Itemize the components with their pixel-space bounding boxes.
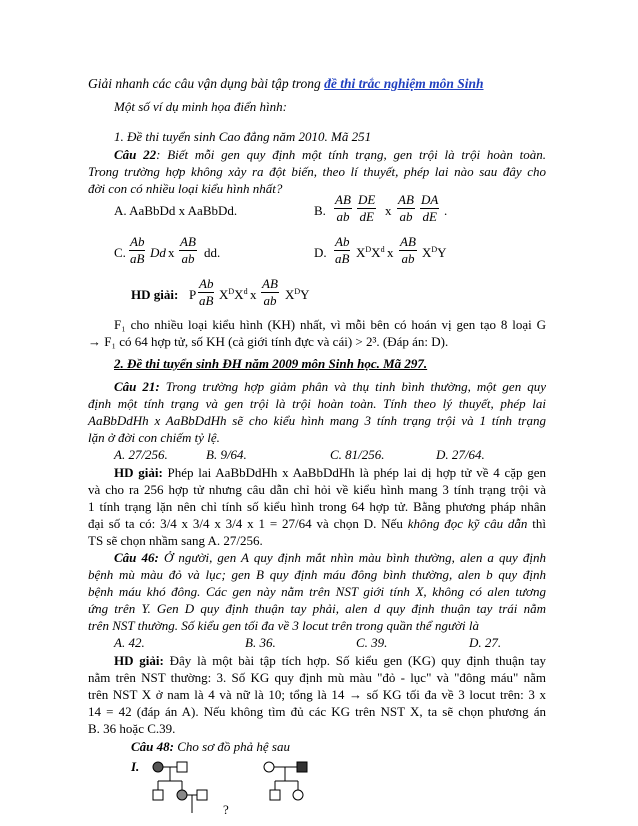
q46-line1: Ở người, gen A quy định mắt nhìn màu bình thường, alen a quy định xyxy=(158,550,547,565)
page-title xyxy=(88,76,484,92)
pedigree-male-II-1 xyxy=(153,790,163,800)
pedigree-female-2 xyxy=(264,762,274,772)
q46-opt-b: B. 36. xyxy=(245,635,276,650)
pedigree-male-1 xyxy=(177,762,187,772)
hd21-line1: Phép lai AaBbDdHh x AaBbDdHh là phép lai dị hợp tử về 4 cặp gen xyxy=(162,465,546,480)
option-d-xdy: $X^DY$ xyxy=(422,245,447,260)
hd21-line2: và cho ra 256 hợp tử nhưng câu dẫn chỉ hỏi về kiểu hình mang 3 tính trạng trội và xyxy=(88,482,546,497)
option-c-dd2: dd. xyxy=(204,245,221,260)
hd21-label: HD giải: xyxy=(114,465,163,480)
pedigree-male-II-3 xyxy=(197,790,207,800)
q22-label: Câu 22 xyxy=(114,147,157,162)
exam2-heading: 2. Đề thi tuyển sinh ĐH năm 2009 môn Sinh học. Mã 297. xyxy=(114,356,428,371)
hd46-line5: B. 36 hoặc C.39. xyxy=(88,721,176,736)
sol-line1: F₁ cho nhiều loại kiểu hình (KH) nhất, vì mỗi bên có hoán vị gen tạo 8 loại G xyxy=(114,317,546,332)
q46-label: Câu 46: xyxy=(114,550,159,565)
q22-line2: Trong trường hợp không xảy ra đột biến, theo lí thuyết, phép lai nào sau đây cho xyxy=(88,164,546,179)
option-b-period: . xyxy=(444,203,448,218)
pedigree-male-II-4 xyxy=(270,790,280,800)
title-link[interactable]: đề thi trắc nghiệm môn Sinh xyxy=(324,76,484,91)
option-b-frac1: $\frac{AB}{ab}$ xyxy=(335,192,351,224)
q48-label: Câu 48: xyxy=(131,739,174,754)
pedigree-male-affected-2 xyxy=(297,762,307,772)
option-d-frac2: $\frac{AB}{ab}$ xyxy=(400,234,416,266)
q21-block xyxy=(88,378,546,446)
q48 xyxy=(131,739,290,755)
pedigree-question-mark: ? xyxy=(223,802,229,817)
q22-line3: đời con có nhiều loại kiểu hình nhất? xyxy=(88,181,283,196)
exam1-question xyxy=(88,146,546,197)
option-c-dd: Dd xyxy=(150,245,166,260)
hd46-block xyxy=(88,652,546,737)
hd21-line5: TS sẽ chọn nhầm sang A. 27/256. xyxy=(88,533,263,548)
q48-text: Cho sơ đồ phả hệ sau xyxy=(173,739,290,754)
q46-line3: bệnh máu khó đông. Các gen này nằm trên NST giới tính X, không có alen tương xyxy=(88,584,546,599)
hd21-line3: 1 tính trạng lặn nên chỉ tính số kiểu hình trong 64 hợp tử. Bằng phương pháp nhân xyxy=(88,499,546,514)
hd-xdxd: $X^DX^d$ xyxy=(219,287,248,302)
q22-line1: : Biết mỗi gen quy định một tính trạng, gen trội là trội hoàn toàn. xyxy=(156,147,546,162)
q46-block xyxy=(88,549,546,634)
sol-line2: → F₁ có 64 hợp tử, số KH (cả giới tính đực và cái) > 2³. (Đáp án: D). xyxy=(88,334,449,349)
hd21-line4b: không đọc kỹ câu dẫn xyxy=(407,516,528,531)
pedigree-female-II-2 xyxy=(177,790,187,800)
q46-line2: bệnh mù màu đỏ và lục; gen B quy định máu đông bình thường, alen b quy định xyxy=(88,567,546,582)
exam1-solution xyxy=(88,316,546,350)
hd-label-1: HD giải: xyxy=(131,287,179,302)
pedigree-female-affected-1 xyxy=(153,762,163,772)
pedigree-gen-I: I. xyxy=(131,759,140,774)
option-a: A. AaBbDd x AaBbDd. xyxy=(114,203,238,218)
pedigree-diagram xyxy=(140,755,330,815)
option-b-frac2: $\frac{DE}{dE}$ xyxy=(358,192,376,224)
q21-opt-b: B. 9/64. xyxy=(206,447,247,462)
hd-frac2: $\frac{AB}{ab}$ xyxy=(262,276,278,308)
q21-line4: lặn ở đời con chiếm tỷ lệ. xyxy=(88,430,220,445)
hd46-line2: nằm trên NST thường: 3. Số KG quy định mù màu "đỏ - lục" và "đông máu" nằm xyxy=(88,670,546,685)
option-d-x: x xyxy=(387,245,394,260)
hd-xdy: $X^DY$ xyxy=(285,287,310,302)
q21-opt-d: D. 27/64. xyxy=(436,447,485,462)
examples-intro: Một số ví dụ minh họa điển hình: xyxy=(114,99,287,114)
hd46-line4: 14 = 42 (đáp án A). Nếu không tìm đủ các KG trên NST X, ta sẽ chọn phương án xyxy=(88,704,546,719)
q21-line1: Trong trường hợp giảm phân và thụ tinh bình thường, một gen quy xyxy=(159,379,547,394)
hd21-block xyxy=(88,464,546,549)
q46-line5: trên NST thường. Số kiểu gen tối đa về 3 locut trên trong quần thể người là xyxy=(88,618,479,633)
option-b-label: B. xyxy=(314,203,326,218)
option-b-x: x xyxy=(385,203,392,218)
option-b-frac4: $\frac{DA}{dE}$ xyxy=(421,192,439,224)
pedigree-female-II-5 xyxy=(293,790,303,800)
option-b-frac3: $\frac{AB}{ab}$ xyxy=(398,192,414,224)
q21-opt-a: A. 27/256. xyxy=(114,447,168,462)
option-c-frac2: $\frac{AB}{ab}$ xyxy=(180,234,196,266)
hd-frac1: $\frac{Ab}{aB}$ xyxy=(199,276,214,308)
option-c-label: C. xyxy=(114,245,126,260)
q21-opt-c: C. 81/256. xyxy=(330,447,385,462)
q46-opt-d: D. 27. xyxy=(469,635,502,650)
q21-line2: định một tính trạng và gen trội là trội hoàn toàn. Tính theo lý thuyết, phép lai xyxy=(88,396,546,411)
title-prefix: Giải nhanh các câu vận dụng bài tập trong xyxy=(88,76,325,91)
q21-label: Câu 21: xyxy=(114,379,160,394)
q21-line3: AaBbDdHh x AaBbDdHh sẽ cho kiểu hình mang 3 tính trạng trội và 1 tính trạng xyxy=(88,413,546,428)
hd-x: x xyxy=(250,287,257,302)
option-d-frac1: $\frac{Ab}{aB}$ xyxy=(335,234,350,266)
hd46-line3: trên NST X ở nam là 4 và nữ là 10; tổng là 14 → số KG tối đa về 3 locut trên: 3 x xyxy=(88,687,546,702)
q46-opt-c: C. 39. xyxy=(356,635,388,650)
hd46-label: HD giải: xyxy=(114,653,164,668)
hd21-line4c: thì xyxy=(527,516,546,531)
exam1-heading: 1. Đề thi tuyển sinh Cao đẳng năm 2010. Mã 251 xyxy=(114,129,372,144)
hd-p: P xyxy=(189,287,197,302)
hd21-line4a: đại số ta có: 3/4 x 3/4 x 3/4 x 1 = 27/64 và chọn D. Nếu xyxy=(88,516,408,531)
option-c-frac1: $\frac{Ab}{aB}$ xyxy=(130,234,145,266)
option-c-x: x xyxy=(168,245,175,260)
q46-opt-a: A. 42. xyxy=(114,635,145,650)
q46-line4: ứng trên Y. Gen D quy định thuận tay phải, alen d quy định thuận tay trái nằm xyxy=(88,601,546,616)
hd46-line1: Đây là một bài tập tích hợp. Số kiểu gen (KG) quy định thuận tay xyxy=(163,653,546,668)
option-d-label: D. xyxy=(314,245,327,260)
option-d-xdxd: $X^DX^d$ xyxy=(356,245,385,260)
